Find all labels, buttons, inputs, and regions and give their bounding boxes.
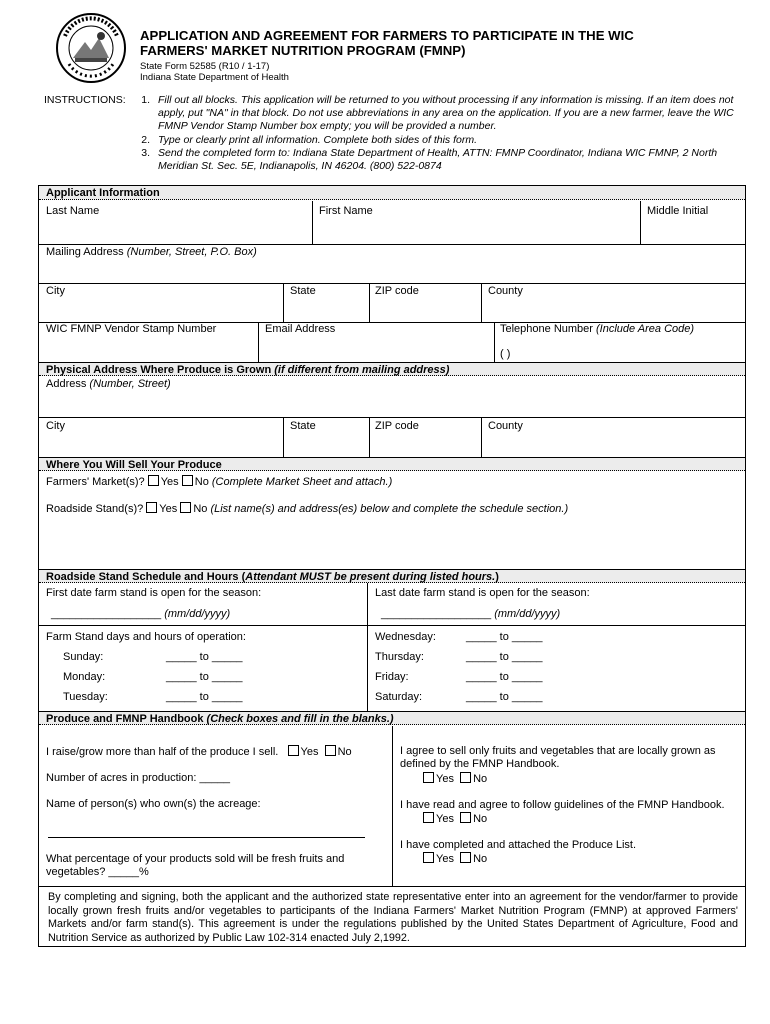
instruction-item: 2. Type or clearly print all information. Complete both sides of this form.: [141, 133, 478, 146]
form-subtitle: [140, 61, 289, 83]
agreement-text: By completing and signing, both the applicant and the authorized state representative enter into an agreement for the vendor/farmer to provide locally grown fresh fruits and/or vegetables to participants of the Indiana Farmers' Market Nutrition Program (FMNP) at approved Farmers' Markets and/or farm stand(s). This agreement is under the regulations published by the United States Department of Agriculture, Food and Nutrition Service as authorized by Public Law 102-314 enacted July 2,1992.: [48, 891, 738, 944]
instructions-label: INSTRUCTIONS:: [44, 94, 126, 106]
handbook-question: I have read and agree to follow guidelines of the FMNP Handbook.: [400, 799, 725, 811]
handbook-options: Yes No: [423, 812, 487, 826]
county-label: County: [488, 285, 523, 297]
section-physical-heading: Physical Address Where Produce is Grown (if different from mailing address): [39, 362, 745, 376]
first-date-field[interactable]: __________________ (mm/dd/yyyy): [51, 608, 231, 620]
roadside-stand-question: Roadside Stand(s)? Yes No (List name(s) and address(es) below and complete the schedule section.): [46, 503, 569, 515]
section-produce-heading: Produce and FMNP Handbook (Check boxes and fill in the blanks.): [39, 711, 745, 725]
wednesday-hours-field[interactable]: _____ to _____: [466, 631, 543, 643]
monday-label: Monday:: [63, 671, 106, 683]
tuesday-label: Tuesday:: [63, 691, 108, 703]
produce-list-options: Yes No: [423, 852, 487, 866]
state-seal-logo: [55, 12, 127, 84]
saturday-label: Saturday:: [375, 691, 423, 703]
handbook-no-checkbox[interactable]: [460, 812, 471, 823]
first-name-label: First Name: [319, 205, 373, 217]
first-date-label: First date farm stand is open for the season:: [46, 587, 262, 599]
instruction-item: 1. Fill out all blocks. This application will be returned to you without processing if any information is missing. If an item does not apply, put "NA" in that block. Do not use abbreviations in any area on the application. If you are a new farmer, leave the WIC FMNP Vendor Stamp Number box empty; you will be provided a number.: [141, 94, 734, 133]
raise-produce-question: I raise/grow more than half of the produce I sell. Yes No: [46, 746, 352, 758]
physical-address-label: Address (Number, Street): [46, 378, 171, 390]
city-label: City: [46, 285, 65, 297]
physical-county-label: County: [488, 420, 523, 432]
agree-local-question: I agree to sell only fruits and vegetables that are locally grown as defined by the FMNP Handbook.: [400, 745, 716, 770]
handbook-yes-checkbox[interactable]: [423, 812, 434, 823]
wednesday-label: Wednesday:: [375, 631, 436, 643]
state-label: State: [290, 285, 316, 297]
physical-zip-label: ZIP code: [375, 420, 419, 432]
agree-local-yes-checkbox[interactable]: [423, 772, 434, 783]
section-schedule-heading: Roadside Stand Schedule and Hours (Attendant MUST be present during listed hours.): [39, 569, 745, 583]
area-code-field[interactable]: ( ): [500, 348, 511, 360]
agree-local-no-checkbox[interactable]: [460, 772, 471, 783]
saturday-hours-field[interactable]: _____ to _____: [466, 691, 543, 703]
department-name: Indiana State Department of Health: [140, 72, 289, 83]
vendor-stamp-label: WIC FMNP Vendor Stamp Number: [46, 323, 217, 335]
raise-no-checkbox[interactable]: [325, 745, 336, 756]
agree-local-options: Yes No: [423, 772, 487, 786]
instructions: [44, 94, 734, 173]
instruction-item: 3. Send the completed form to: Indiana State Department of Health, ATTN: FMNP Coordinator, Indiana WIC FMNP, 2 North Meridian St. Sec. 5E, Indianapolis, IN 46204. (800) 522-0874: [141, 146, 718, 173]
form-title: APPLICATION AND AGREEMENT FOR FARMERS TO PARTICIPATE IN THE WIC FARMERS' MARKET NUTRITION PROGRAM (FMNP): [140, 28, 634, 58]
zip-label: ZIP code: [375, 285, 419, 297]
farmers-market-yes-checkbox[interactable]: [148, 475, 159, 486]
application-form: [38, 185, 746, 947]
last-date-label: Last date farm stand is open for the season:: [375, 587, 590, 599]
sunday-label: Sunday:: [63, 651, 104, 663]
percent-question: What percentage of your products sold will be fresh fruits and vegetables? _____%: [46, 853, 345, 878]
farmers-market-no-checkbox[interactable]: [182, 475, 193, 486]
farmers-market-question: Farmers' Market(s)? Yes No (Complete Market Sheet and attach.): [46, 476, 393, 488]
physical-state-label: State: [290, 420, 316, 432]
telephone-label: Telephone Number (Include Area Code): [500, 323, 695, 335]
email-label: Email Address: [265, 323, 336, 335]
produce-list-yes-checkbox[interactable]: [423, 852, 434, 863]
acres-field[interactable]: Number of acres in production: _____: [46, 772, 231, 784]
middle-initial-label: Middle Initial: [647, 205, 709, 217]
sunday-hours-field[interactable]: _____ to _____: [166, 651, 243, 663]
mailing-address-label: Mailing Address (Number, Street, P.O. Box): [46, 246, 257, 258]
days-hours-label: Farm Stand days and hours of operation:: [46, 631, 246, 643]
owners-line: [48, 837, 365, 838]
form-number: State Form 52585 (R10 / 1-17): [140, 61, 270, 72]
monday-hours-field[interactable]: _____ to _____: [166, 671, 243, 683]
roadside-no-checkbox[interactable]: [180, 502, 191, 513]
roadside-yes-checkbox[interactable]: [146, 502, 157, 513]
tuesday-hours-field[interactable]: _____ to _____: [166, 691, 243, 703]
last-date-field[interactable]: __________________ (mm/dd/yyyy): [381, 608, 561, 620]
section-applicant-heading: Applicant Information: [39, 186, 745, 200]
last-name-label: Last Name: [46, 205, 100, 217]
owners-label: Name of person(s) who own(s) the acreage:: [46, 798, 261, 810]
thursday-label: Thursday:: [375, 651, 424, 663]
physical-city-label: City: [46, 420, 65, 432]
produce-list-no-checkbox[interactable]: [460, 852, 471, 863]
section-sell-heading: Where You Will Sell Your Produce: [39, 457, 745, 471]
friday-hours-field[interactable]: _____ to _____: [466, 671, 543, 683]
thursday-hours-field[interactable]: _____ to _____: [466, 651, 543, 663]
raise-yes-checkbox[interactable]: [288, 745, 299, 756]
produce-list-question: I have completed and attached the Produce List.: [400, 839, 637, 851]
friday-label: Friday:: [375, 671, 409, 683]
